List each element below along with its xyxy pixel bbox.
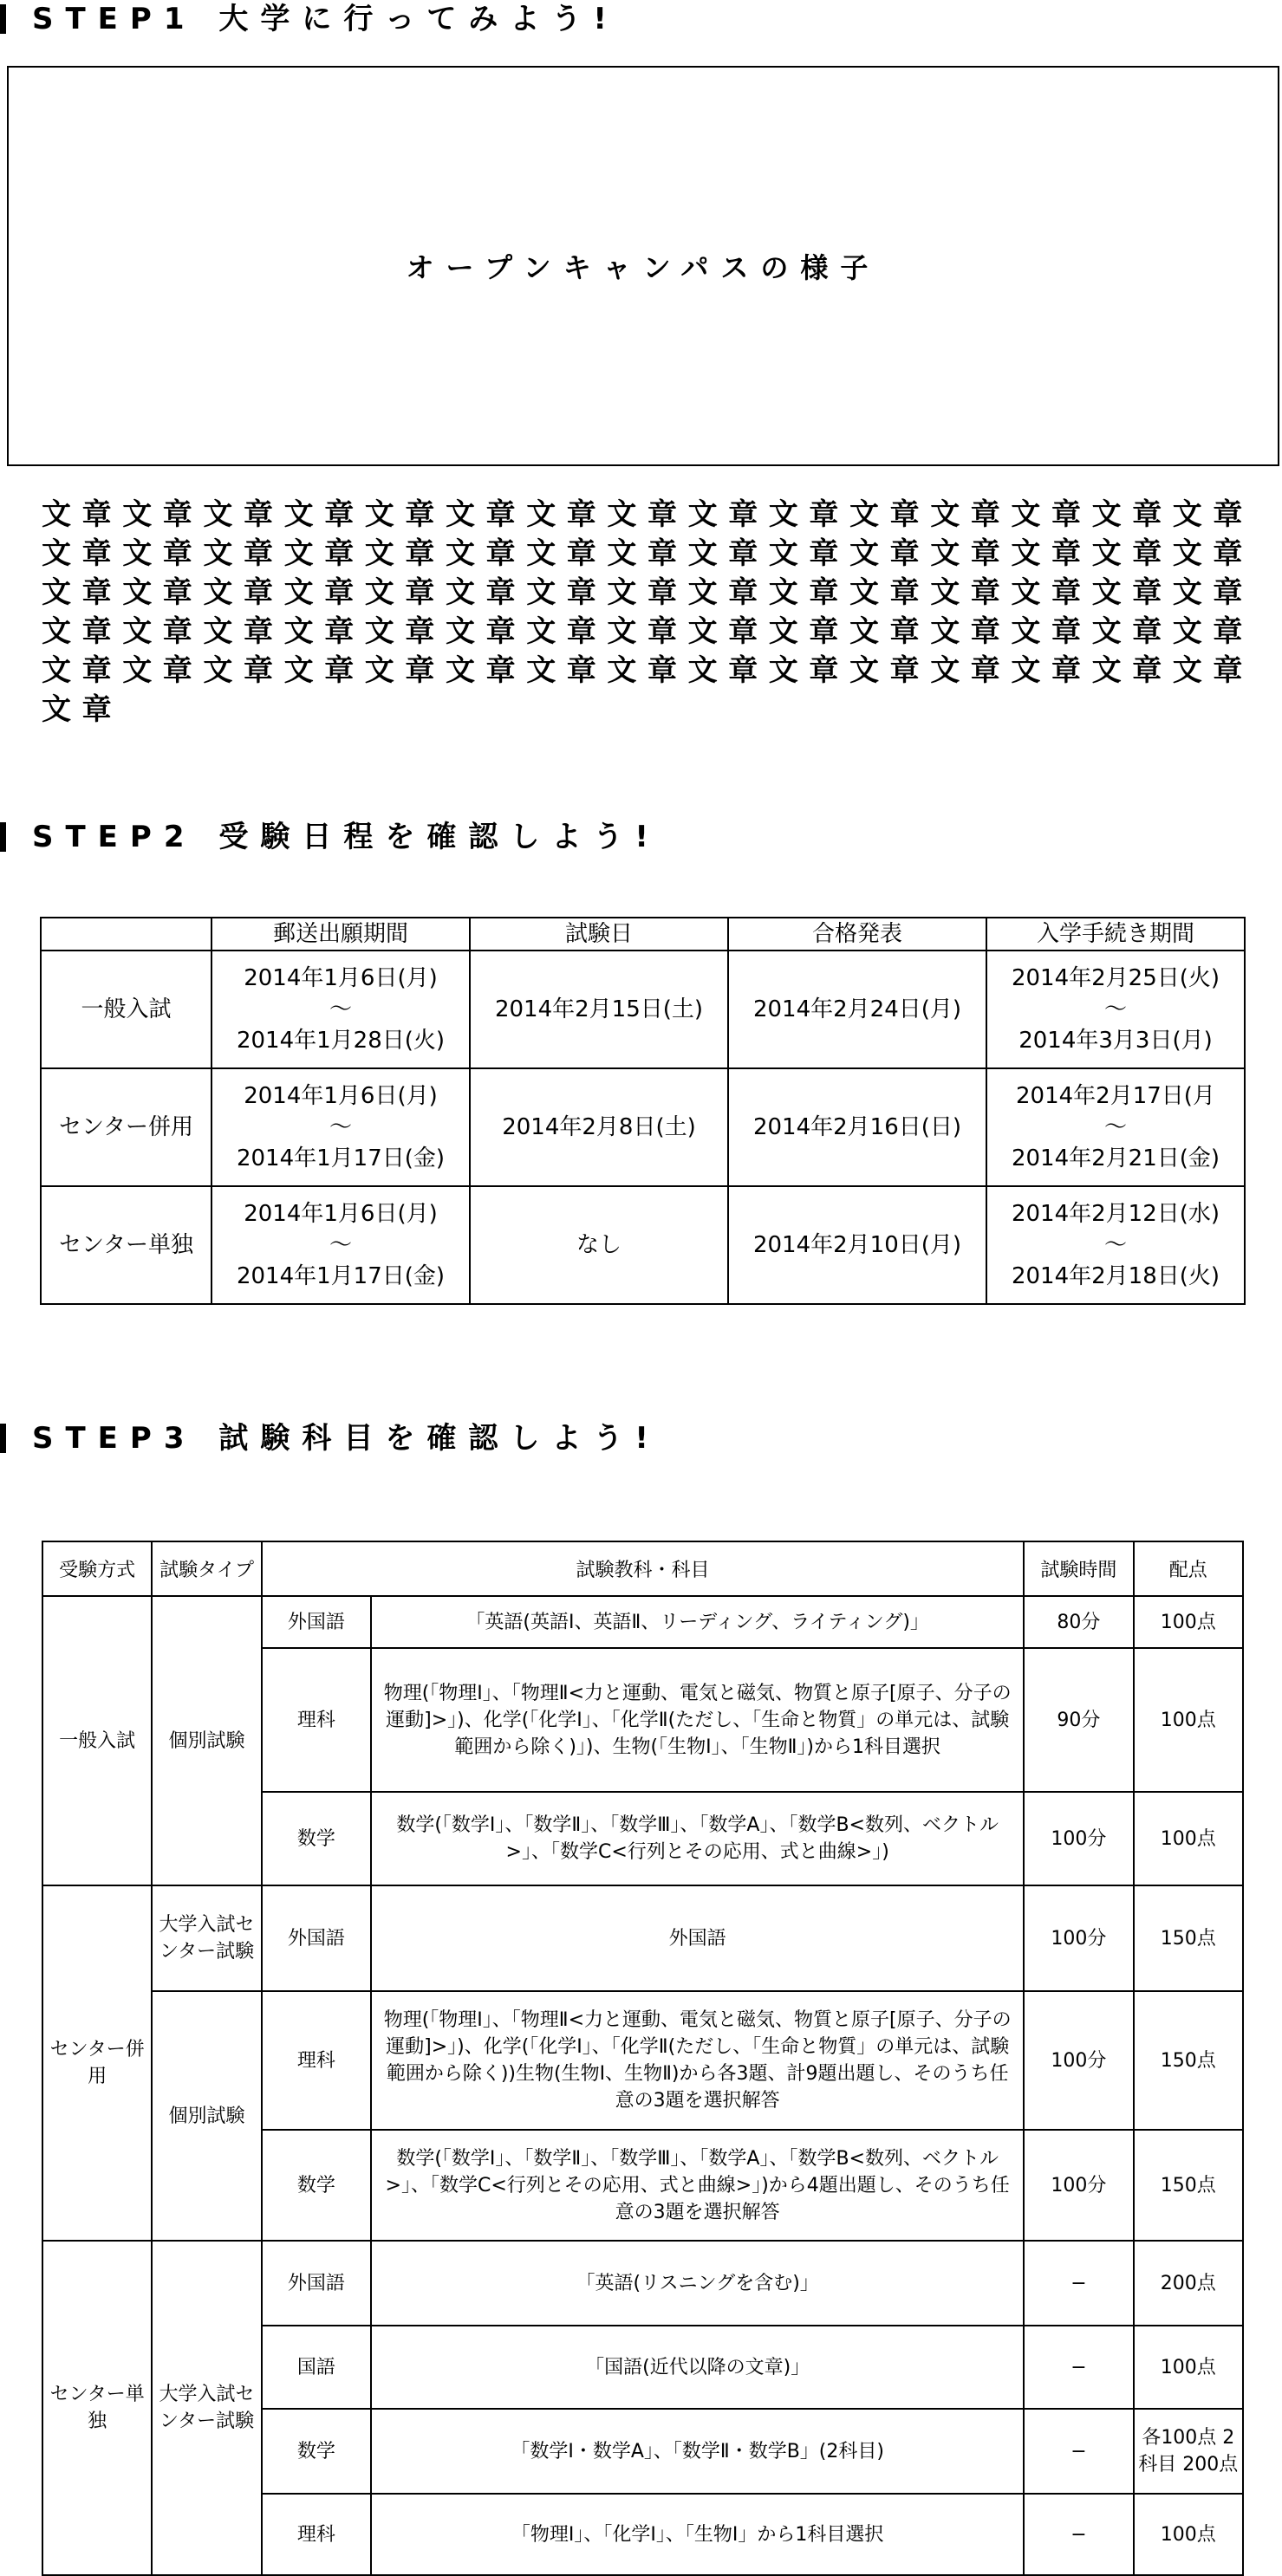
- subject-cell: 理科: [262, 2494, 371, 2575]
- exam-date-cell: なし: [470, 1186, 728, 1304]
- result-date-cell: 2014年2月16日(日): [728, 1068, 986, 1186]
- subjects-table: [42, 1541, 1244, 2576]
- step2-heading: [0, 820, 661, 854]
- date-end: 2014年3月3日(月): [1018, 1028, 1213, 1054]
- subject-cell: 外国語: [262, 1885, 371, 1991]
- points-cell: 150点: [1134, 1991, 1243, 2130]
- subject-cell: 外国語: [262, 1596, 371, 1648]
- method-cell: センター併用: [42, 1885, 152, 2241]
- subject-cell: 数学: [262, 2130, 371, 2241]
- content-cell: 数学(「数学Ⅰ」、「数学Ⅱ」、「数学Ⅲ」、「数学A」、「数学B<数列、ベクトル>」、「数学C<行列とその応用、式と曲線>」)から4題出題し、そのうち任意の3題を選択解答: [371, 2130, 1024, 2241]
- subject-cell: 国語: [262, 2326, 371, 2409]
- date-start: 2014年1月6日(月): [244, 965, 438, 991]
- table-header-cell: 受験方式: [42, 1541, 152, 1596]
- time-cell: −: [1024, 2494, 1133, 2575]
- exam-date-cell: 2014年2月15日(土): [470, 951, 728, 1068]
- time-cell: −: [1024, 2409, 1133, 2494]
- subject-cell: 理科: [262, 1648, 371, 1792]
- application-period-cell: [211, 1186, 470, 1304]
- date-start: 2014年2月25日(火): [1011, 965, 1220, 991]
- content-cell: 「国語(近代以降の文章)」: [371, 2326, 1024, 2409]
- table-header-cell: 試験教科・科目: [262, 1541, 1025, 1596]
- method-cell: センター単独: [42, 2241, 152, 2575]
- subject-cell: 理科: [262, 1991, 371, 2130]
- row-label: 一般入試: [41, 951, 211, 1068]
- result-date-cell: 2014年2月10日(月): [728, 1186, 986, 1304]
- points-cell: 各100点 2科目 200点: [1134, 2409, 1243, 2494]
- table-header-row: [41, 918, 1245, 951]
- points-cell: 100点: [1134, 2494, 1243, 2575]
- date-end: 2014年2月21日(金): [1011, 1145, 1220, 1171]
- heading-bar: [0, 822, 6, 852]
- photo-caption: オープンキャンパスの様子: [406, 251, 881, 284]
- table-row: [41, 1186, 1245, 1304]
- content-cell: 「英語(英語Ⅰ、英語Ⅱ、リーディング、ライティング)」: [371, 1596, 1024, 1648]
- content-cell: 「英語(リスニングを含む)」: [371, 2241, 1024, 2326]
- subject-cell: 数学: [262, 2409, 371, 2494]
- method-cell: 一般入試: [42, 1596, 152, 1885]
- content-cell: 物理(「物理Ⅰ」、「物理Ⅱ<力と運動、電気と磁気、物質と原子[原子、分子の運動]>」)、化学(「化学Ⅰ」、「化学Ⅱ(ただし、「生命と物質」の単元は、試験範囲から除く))生物(生物Ⅰ、生物Ⅱ)から各3題、計9題出題し、そのうち任意の3題を選択解答: [371, 1991, 1024, 2130]
- table-header-row: [42, 1541, 1243, 1596]
- subject-cell: 外国語: [262, 2241, 371, 2326]
- time-cell: −: [1024, 2241, 1133, 2326]
- exam-date-cell: 2014年2月8日(土): [470, 1068, 728, 1186]
- points-cell: 100点: [1134, 1596, 1243, 1648]
- application-period-cell: [211, 1068, 470, 1186]
- enrollment-period-cell: [986, 951, 1245, 1068]
- table-row: [41, 951, 1245, 1068]
- time-cell: 90分: [1024, 1648, 1133, 1792]
- date-separator: 〜: [1103, 1232, 1127, 1258]
- content-cell: 数学(「数学Ⅰ」、「数学Ⅱ」、「数学Ⅲ」、「数学A」、「数学B<数列、ベクトル>」、「数学C<行列とその応用、式と曲線>」): [371, 1792, 1024, 1885]
- content-cell: 外国語: [371, 1885, 1024, 1991]
- time-cell: −: [1024, 2326, 1133, 2409]
- row-label: センター併用: [41, 1068, 211, 1186]
- exam-type-cell: 大学入試センター試験: [152, 2241, 261, 2575]
- points-cell: 100点: [1134, 2326, 1243, 2409]
- date-start: 2014年2月17日(月: [1016, 1083, 1215, 1109]
- exam-type-cell: 個別試験: [152, 1596, 261, 1885]
- date-start: 2014年1月6日(月): [244, 1201, 438, 1227]
- result-date-cell: 2014年2月24日(月): [728, 951, 986, 1068]
- table-header-cell: [41, 918, 211, 951]
- date-separator: 〜: [329, 996, 352, 1022]
- step1-heading: [0, 2, 619, 36]
- photo-placeholder: [7, 66, 1279, 466]
- row-label: センター単独: [41, 1186, 211, 1304]
- date-end: 2014年2月18日(火): [1011, 1263, 1220, 1289]
- table-header-cell: 試験時間: [1024, 1541, 1133, 1596]
- time-cell: 80分: [1024, 1596, 1133, 1648]
- table-header-cell: 配点: [1134, 1541, 1243, 1596]
- points-cell: 150点: [1134, 2130, 1243, 2241]
- content-cell: 「数学Ⅰ・数学A」、「数学Ⅱ・数学B」(2科目): [371, 2409, 1024, 2494]
- step3-heading-text: STEP3 試験科目を確認しよう!: [32, 1421, 661, 1456]
- table-header-cell: 試験タイプ: [152, 1541, 261, 1596]
- points-cell: 100点: [1134, 1648, 1243, 1792]
- time-cell: 100分: [1024, 1991, 1133, 2130]
- date-end: 2014年1月17日(金): [236, 1145, 446, 1171]
- table-header-cell: 郵送出願期間: [211, 918, 470, 951]
- enrollment-period-cell: [986, 1068, 1245, 1186]
- exam-type-cell: 個別試験: [152, 1991, 261, 2241]
- date-separator: 〜: [1103, 1114, 1127, 1140]
- points-cell: 200点: [1134, 2241, 1243, 2326]
- heading-bar: [0, 4, 6, 34]
- step1-heading-text: STEP1 大学に行ってみよう!: [32, 2, 619, 36]
- content-cell: 「物理Ⅰ」、「化学Ⅰ」、「生物Ⅰ」から1科目選択: [371, 2494, 1024, 2575]
- date-separator: 〜: [1103, 996, 1127, 1022]
- step2-heading-text: STEP2 受験日程を確認しよう!: [32, 820, 661, 854]
- content-cell: 物理(「物理Ⅰ」、「物理Ⅱ<力と運動、電気と磁気、物質と原子[原子、分子の運動]>」)、化学(「化学Ⅰ」、「化学Ⅱ(ただし、「生命と物質」の単元は、試験範囲から除く)」)、生物(「生物Ⅰ」、「生物Ⅱ」)から1科目選択: [371, 1648, 1024, 1792]
- table-row: [41, 1068, 1245, 1186]
- heading-bar: [0, 1424, 6, 1453]
- application-period-cell: [211, 951, 470, 1068]
- table-header-cell: 合格発表: [728, 918, 986, 951]
- schedule-table: [40, 917, 1246, 1305]
- date-end: 2014年1月17日(金): [236, 1263, 446, 1289]
- table-header-cell: 入学手続き期間: [986, 918, 1245, 951]
- table-header-cell: 試験日: [470, 918, 728, 951]
- points-cell: 150点: [1134, 1885, 1243, 1991]
- date-end: 2014年1月28日(火): [236, 1028, 446, 1054]
- table-row: [42, 2241, 1243, 2326]
- date-start: 2014年2月12日(水): [1011, 1201, 1220, 1227]
- time-cell: 100分: [1024, 1885, 1133, 1991]
- points-cell: 100点: [1134, 1792, 1243, 1885]
- step3-heading: [0, 1421, 661, 1456]
- body-text: 文章文章文章文章文章文章文章文章文章文章文章文章文章文章文章文章文章文章文章文章文章文章文章文章文章文章文章文章文章文章文章文章文章文章文章文章文章文章文章文章文章文章文章文章文章文章文章文章文章文章文章文章文章文章文章文章文章文章文章文章文章文章文章文章文章文章文章文章文章文章文章文章文章文章文章文章: [42, 497, 1253, 727]
- enrollment-period-cell: [986, 1186, 1245, 1304]
- exam-type-cell: 大学入試センター試験: [152, 1885, 261, 1991]
- time-cell: 100分: [1024, 2130, 1133, 2241]
- date-separator: 〜: [329, 1114, 352, 1140]
- subject-cell: 数学: [262, 1792, 371, 1885]
- date-start: 2014年1月6日(月): [244, 1083, 438, 1109]
- table-row: [42, 1596, 1243, 1648]
- table-row: [42, 1991, 1243, 2130]
- time-cell: 100分: [1024, 1792, 1133, 1885]
- table-row: [42, 1885, 1243, 1991]
- date-separator: 〜: [329, 1232, 352, 1258]
